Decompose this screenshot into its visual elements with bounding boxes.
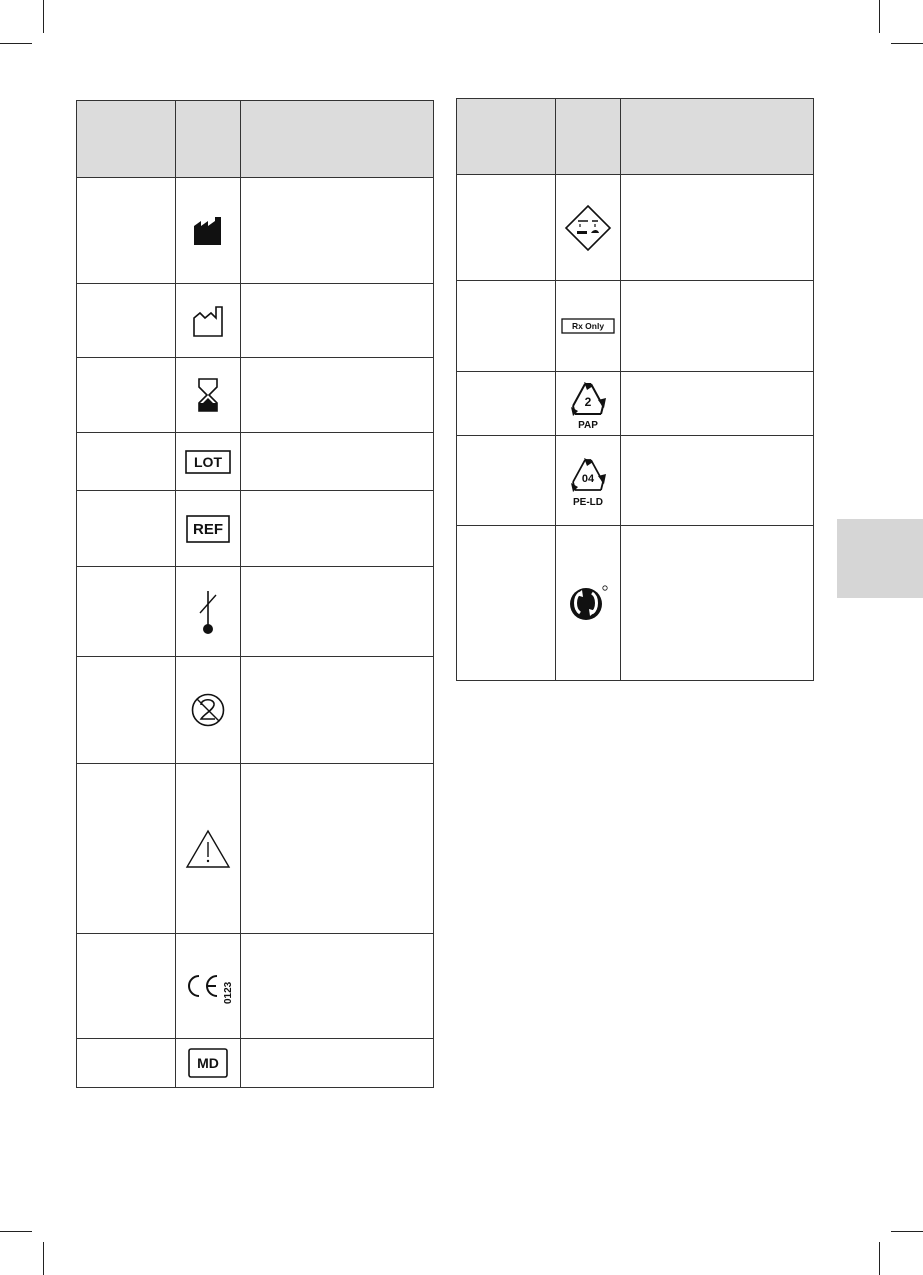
row-description xyxy=(241,657,434,764)
header-cell xyxy=(457,99,556,175)
crop-mark xyxy=(43,1242,44,1275)
section-side-tab xyxy=(837,519,923,598)
table-row xyxy=(77,491,434,567)
crop-mark xyxy=(0,1231,32,1232)
row-description xyxy=(241,567,434,657)
row-description xyxy=(241,433,434,491)
green-dot-icon xyxy=(556,526,621,681)
symbols-table-right xyxy=(456,98,814,681)
row-label xyxy=(457,526,556,681)
header-cell xyxy=(241,101,434,178)
row-description xyxy=(621,526,814,681)
row-label xyxy=(457,436,556,526)
row-description xyxy=(241,284,434,358)
row-description xyxy=(241,1039,434,1088)
table-row xyxy=(77,567,434,657)
notified-body-number: 0123 xyxy=(223,981,234,1004)
table-row xyxy=(457,372,814,436)
recycle-paper-icon xyxy=(556,372,621,436)
header-cell xyxy=(556,99,621,175)
row-label xyxy=(77,178,176,284)
row-description xyxy=(241,934,434,1039)
row-description xyxy=(621,175,814,281)
crop-mark xyxy=(879,1242,880,1275)
table-row xyxy=(77,657,434,764)
corrosive-hazard-icon xyxy=(556,175,621,281)
table-row xyxy=(77,934,434,1039)
recycle-code: 04 xyxy=(581,472,595,485)
row-label xyxy=(77,358,176,433)
table-row xyxy=(457,281,814,372)
row-label xyxy=(77,567,176,657)
md-icon xyxy=(176,1039,241,1088)
table-row xyxy=(77,433,434,491)
row-description xyxy=(621,281,814,372)
table-header-row xyxy=(77,101,434,178)
row-label xyxy=(77,657,176,764)
row-description xyxy=(241,491,434,567)
lot-icon xyxy=(176,433,241,491)
row-description xyxy=(621,436,814,526)
header-cell xyxy=(176,101,241,178)
row-label xyxy=(77,491,176,567)
row-label xyxy=(77,284,176,358)
rx-only-label: Rx Only xyxy=(571,321,605,331)
row-label xyxy=(77,433,176,491)
crop-mark xyxy=(43,0,44,33)
ref-label: REF xyxy=(193,520,223,538)
crop-mark xyxy=(879,0,880,33)
row-label xyxy=(457,175,556,281)
rx-only-icon xyxy=(556,281,621,372)
row-label xyxy=(457,281,556,372)
table-row xyxy=(457,526,814,681)
do-not-reuse-icon xyxy=(176,657,241,764)
ref-icon xyxy=(176,491,241,567)
table-header-row xyxy=(457,99,814,175)
ce-mark-icon xyxy=(176,934,241,1039)
header-cell xyxy=(77,101,176,178)
row-label xyxy=(77,1039,176,1088)
row-description xyxy=(621,372,814,436)
row-description xyxy=(241,358,434,433)
crop-mark xyxy=(891,43,923,44)
md-label: MD xyxy=(197,1055,219,1071)
table-row xyxy=(77,358,434,433)
caution-icon xyxy=(176,764,241,934)
table-row xyxy=(77,1039,434,1088)
row-label xyxy=(77,764,176,934)
table-row xyxy=(77,284,434,358)
crop-mark xyxy=(891,1231,923,1232)
header-cell xyxy=(621,99,814,175)
recycle-pe-ld-icon xyxy=(556,436,621,526)
row-label xyxy=(77,934,176,1039)
manufacturer-icon xyxy=(176,178,241,284)
temperature-limit-icon xyxy=(176,567,241,657)
recycle-material: PE-LD xyxy=(573,496,603,508)
table-row xyxy=(77,178,434,284)
table-row xyxy=(457,175,814,281)
recycle-code: 2 xyxy=(584,394,592,409)
use-by-date-icon xyxy=(176,358,241,433)
table-row xyxy=(77,764,434,934)
row-description xyxy=(241,764,434,934)
lot-label: LOT xyxy=(194,453,222,470)
table-row xyxy=(457,436,814,526)
symbols-table-left xyxy=(76,100,434,1088)
date-of-manufacture-icon xyxy=(176,284,241,358)
recycle-material: PAP xyxy=(578,419,598,430)
row-description xyxy=(241,178,434,284)
crop-mark xyxy=(0,43,32,44)
row-label xyxy=(457,372,556,436)
